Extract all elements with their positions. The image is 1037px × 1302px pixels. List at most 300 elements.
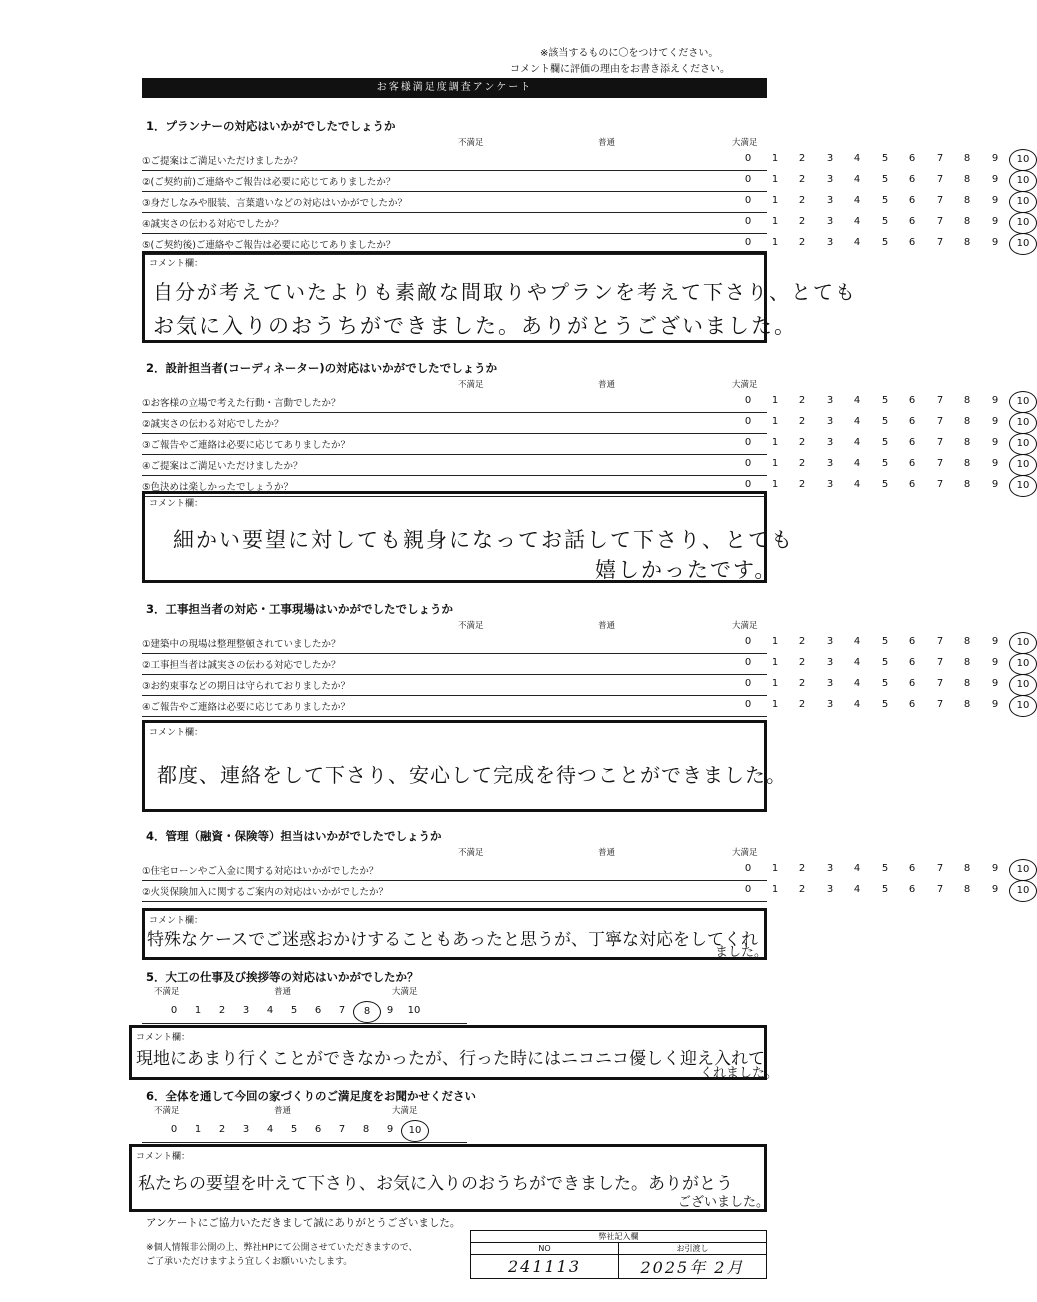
section-6-ratings bbox=[142, 1104, 467, 1143]
score-option[interactable]: 3 bbox=[826, 863, 834, 874]
section-2-title: 2．設計担当者(コーディネーター)の対応はいかがでしたでしょうか bbox=[146, 361, 498, 375]
question-text: ⑤(ご契約後)ご連絡やご報告は必要に応じてありましたか？ bbox=[142, 240, 396, 251]
score-option[interactable]: 1 bbox=[771, 395, 779, 406]
score-option[interactable]: 8 bbox=[963, 237, 971, 248]
score-option[interactable]: 9 bbox=[991, 678, 999, 689]
score-option[interactable]: 8 bbox=[963, 195, 971, 206]
score-option[interactable]: 8 bbox=[963, 416, 971, 427]
selected-score[interactable]: 10 bbox=[1009, 212, 1037, 234]
score-option[interactable]: 2 bbox=[798, 699, 806, 710]
score-option[interactable]: 6 bbox=[908, 657, 916, 668]
score-option[interactable]: 8 bbox=[963, 884, 971, 895]
question-text: ①お客様の立場で考えた行動・言動でしたか？ bbox=[142, 398, 341, 409]
question-text: ①建築中の現場は整理整頓されていましたか？ bbox=[142, 639, 341, 650]
score-option[interactable]: 1 bbox=[771, 437, 779, 448]
score-option[interactable]: 7 bbox=[936, 174, 944, 185]
scale-low-label: 不満足 bbox=[458, 848, 484, 858]
section-3-ratings bbox=[142, 617, 1030, 717]
question-text: ②火災保険加入に関するご案内の対応はいかがでしたか？ bbox=[142, 887, 389, 898]
section-6-comment-line-1: 私たちの要望を叶えて下さり、お気に入りのおうちができました。ありがとう bbox=[138, 1174, 733, 1194]
section-3-comment-line-1: 都度、連絡をして下さり、安心して完成を待つことができました。 bbox=[157, 763, 787, 787]
score-option[interactable]: 8 bbox=[963, 863, 971, 874]
score-option[interactable]: 9 bbox=[386, 1124, 394, 1135]
score-option[interactable]: 0 bbox=[744, 195, 752, 206]
score-option[interactable]: 4 bbox=[266, 1124, 274, 1135]
score-option[interactable]: 9 bbox=[991, 479, 999, 490]
section-4-title: 4．管理（融資・保険等）担当はいかがでしたでしょうか bbox=[146, 829, 442, 843]
comment-label: コメント欄： bbox=[149, 728, 204, 738]
score-option[interactable]: 6 bbox=[908, 437, 916, 448]
score-option[interactable]: 8 bbox=[963, 479, 971, 490]
score-option[interactable]: 2 bbox=[218, 1124, 226, 1135]
score-option[interactable]: 1 bbox=[771, 699, 779, 710]
score-option[interactable]: 6 bbox=[908, 636, 916, 647]
score-option[interactable]: 5 bbox=[881, 678, 889, 689]
score-option[interactable]: 2 bbox=[798, 174, 806, 185]
score-option[interactable]: 2 bbox=[798, 657, 806, 668]
score-option[interactable]: 1 bbox=[194, 1005, 202, 1016]
score-option[interactable]: 2 bbox=[798, 636, 806, 647]
section-5-comment-line-2: くれました。 bbox=[700, 1066, 779, 1081]
score-option[interactable]: 9 bbox=[991, 884, 999, 895]
scale-mid-label: 普通 bbox=[598, 138, 616, 148]
score-option[interactable]: 0 bbox=[744, 237, 752, 248]
section-3-comment-box bbox=[142, 720, 787, 812]
score-option[interactable]: 0 bbox=[744, 884, 752, 895]
score-option[interactable]: 0 bbox=[744, 395, 752, 406]
score-option[interactable]: 0 bbox=[744, 458, 752, 469]
question-row bbox=[142, 392, 1030, 413]
score-option[interactable]: 1 bbox=[194, 1124, 202, 1135]
score-option[interactable]: 4 bbox=[853, 174, 861, 185]
question-row bbox=[142, 696, 1030, 717]
score-option[interactable]: 1 bbox=[771, 458, 779, 469]
score-option[interactable]: 9 bbox=[991, 458, 999, 469]
selected-score[interactable]: 10 bbox=[1009, 170, 1037, 192]
selected-score[interactable]: 10 bbox=[1009, 433, 1037, 455]
score-option[interactable]: 6 bbox=[314, 1124, 322, 1135]
score-option[interactable]: 2 bbox=[798, 678, 806, 689]
scale-mid-label: 普通 bbox=[598, 848, 616, 858]
score-option[interactable]: 6 bbox=[908, 884, 916, 895]
survey-title-bar: お客様満足度調査アンケート bbox=[142, 78, 767, 98]
scale-mid-label: 普通 bbox=[274, 987, 292, 997]
score-option[interactable]: 9 bbox=[991, 153, 999, 164]
score-option[interactable]: 7 bbox=[936, 636, 944, 647]
section-4-comment-line-1: 特殊なケースでご迷惑おかけすることもあったと思うが、丁寧な対応をしてくれ bbox=[147, 930, 758, 950]
selected-score[interactable]: 10 bbox=[1009, 191, 1037, 213]
scale-mid-label: 普通 bbox=[598, 380, 616, 390]
score-option[interactable]: 4 bbox=[853, 479, 861, 490]
score-option[interactable]: 6 bbox=[908, 416, 916, 427]
score-option[interactable]: 3 bbox=[826, 216, 834, 227]
score-option[interactable]: 5 bbox=[290, 1124, 298, 1135]
selected-score[interactable]: 10 bbox=[1009, 233, 1037, 255]
score-option[interactable]: 2 bbox=[798, 395, 806, 406]
section-1-comment-line-1: 自分が考えていたよりも素敵な間取りやプランを考えて下さり、とても bbox=[153, 280, 857, 304]
score-option[interactable]: 7 bbox=[338, 1005, 346, 1016]
score-option[interactable]: 5 bbox=[881, 395, 889, 406]
score-option[interactable]: 5 bbox=[881, 416, 889, 427]
score-option[interactable]: 1 bbox=[771, 174, 779, 185]
comment-label: コメント欄： bbox=[136, 1152, 191, 1162]
scale-header bbox=[142, 134, 767, 150]
score-option[interactable]: 4 bbox=[266, 1005, 274, 1016]
question-row bbox=[142, 455, 1030, 476]
section-1-comment-box bbox=[142, 251, 857, 343]
score-option[interactable]: 2 bbox=[798, 863, 806, 874]
selected-score[interactable]: 10 bbox=[1009, 475, 1037, 497]
question-text: ④ご提案はご満足いただけましたか？ bbox=[142, 461, 303, 472]
question-row bbox=[142, 192, 1030, 213]
score-option[interactable]: 9 bbox=[991, 216, 999, 227]
score-option[interactable]: 4 bbox=[853, 863, 861, 874]
score-option[interactable]: 4 bbox=[853, 153, 861, 164]
score-option[interactable]: 5 bbox=[881, 437, 889, 448]
question-text: ③身だしなみや服装、言葉遣いなどの対応はいかがでしたか？ bbox=[142, 198, 408, 209]
score-option[interactable]: 5 bbox=[881, 174, 889, 185]
record-date-value: 2025年 2月 bbox=[619, 1255, 767, 1279]
score-option[interactable]: 0 bbox=[170, 1124, 178, 1135]
score-option[interactable]: 9 bbox=[991, 237, 999, 248]
score-option[interactable]: 3 bbox=[826, 678, 834, 689]
question-row bbox=[142, 860, 1030, 881]
score-option[interactable]: 8 bbox=[963, 636, 971, 647]
score-option[interactable]: 2 bbox=[798, 458, 806, 469]
score-option[interactable]: 5 bbox=[881, 479, 889, 490]
section-5-comment-box bbox=[129, 1025, 779, 1081]
question-row bbox=[142, 675, 1030, 696]
section-2-comment-line-1: 細かい要望に対しても親身になってお話して下さり、とても bbox=[173, 528, 794, 552]
score-option[interactable]: 7 bbox=[936, 657, 944, 668]
score-option[interactable]: 5 bbox=[881, 636, 889, 647]
scale-header bbox=[142, 1104, 467, 1118]
score-option[interactable]: 9 bbox=[991, 395, 999, 406]
score-option[interactable]: 7 bbox=[936, 699, 944, 710]
score-option[interactable]: 6 bbox=[908, 863, 916, 874]
score-option[interactable]: 6 bbox=[908, 195, 916, 206]
score-option[interactable]: 3 bbox=[826, 237, 834, 248]
score-option[interactable]: 6 bbox=[908, 237, 916, 248]
scale-high-label: 大満足 bbox=[732, 380, 758, 390]
section-4-comment-box bbox=[142, 908, 767, 960]
score-option[interactable]: 0 bbox=[744, 216, 752, 227]
score-option[interactable]: 8 bbox=[963, 657, 971, 668]
score-option[interactable]: 0 bbox=[744, 479, 752, 490]
score-option[interactable]: 0 bbox=[744, 416, 752, 427]
score-option[interactable]: 3 bbox=[826, 657, 834, 668]
score-option[interactable]: 9 bbox=[991, 195, 999, 206]
score-option[interactable]: 9 bbox=[991, 416, 999, 427]
score-option[interactable]: 4 bbox=[853, 458, 861, 469]
section-3-title: 3．工事担当者の対応・工事現場はいかがでしたでしょうか bbox=[146, 602, 453, 616]
score-option[interactable]: 6 bbox=[908, 479, 916, 490]
question-text: ⑤色決めは楽しかったでしょうか？ bbox=[142, 482, 294, 493]
score-option[interactable]: 7 bbox=[338, 1124, 346, 1135]
score-option[interactable]: 8 bbox=[963, 395, 971, 406]
scale-header bbox=[142, 985, 467, 999]
score-option[interactable]: 4 bbox=[853, 657, 861, 668]
selected-score[interactable]: 10 bbox=[1009, 674, 1037, 696]
instruction-note: ※該当するものに〇をつけてください。 bbox=[540, 48, 719, 59]
score-option[interactable]: 9 bbox=[991, 636, 999, 647]
scale-low-label: 不満足 bbox=[154, 1106, 180, 1116]
score-option[interactable]: 1 bbox=[771, 884, 779, 895]
question-text: ②(ご契約前)ご連絡やご報告は必要に応じてありましたか？ bbox=[142, 177, 396, 188]
score-option[interactable]: 5 bbox=[290, 1005, 298, 1016]
score-option[interactable]: 4 bbox=[853, 437, 861, 448]
scale-high-label: 大満足 bbox=[392, 1106, 418, 1116]
score-option[interactable]: 1 bbox=[771, 678, 779, 689]
comment-instruction-note: コメント欄に評価の理由をお書き添えください。 bbox=[510, 64, 730, 75]
score-option[interactable]: 4 bbox=[853, 195, 861, 206]
score-option[interactable]: 2 bbox=[798, 416, 806, 427]
score-option[interactable]: 1 bbox=[771, 416, 779, 427]
section-4-comment-line-2: ました。 bbox=[715, 945, 768, 960]
scale-high-label: 大満足 bbox=[392, 987, 418, 997]
score-option[interactable]: 2 bbox=[798, 479, 806, 490]
score-option[interactable]: 4 bbox=[853, 699, 861, 710]
scale-mid-label: 普通 bbox=[598, 621, 616, 631]
score-option[interactable]: 7 bbox=[936, 237, 944, 248]
selected-score[interactable]: 10 bbox=[1009, 412, 1037, 434]
score-option[interactable]: 5 bbox=[881, 216, 889, 227]
section-1-comment-line-2: お気に入りのおうちができました。ありがとうございました。 bbox=[153, 314, 797, 338]
score-option[interactable]: 1 bbox=[771, 657, 779, 668]
question-row bbox=[142, 881, 1030, 902]
score-option[interactable]: 5 bbox=[881, 237, 889, 248]
score-option[interactable]: 0 bbox=[744, 699, 752, 710]
selected-score[interactable]: 10 bbox=[1009, 859, 1037, 881]
selected-score[interactable]: 8 bbox=[353, 1001, 381, 1023]
record-no-value: 241113 bbox=[471, 1255, 619, 1279]
score-option[interactable]: 8 bbox=[963, 216, 971, 227]
score-option[interactable]: 8 bbox=[963, 678, 971, 689]
score-option[interactable]: 5 bbox=[881, 699, 889, 710]
score-option[interactable]: 4 bbox=[853, 678, 861, 689]
question-row bbox=[142, 213, 1030, 234]
office-record-table bbox=[470, 1230, 767, 1279]
score-option[interactable]: 1 bbox=[771, 636, 779, 647]
score-option[interactable]: 3 bbox=[826, 174, 834, 185]
score-option[interactable]: 4 bbox=[853, 416, 861, 427]
score-option[interactable]: 0 bbox=[744, 657, 752, 668]
comment-label: コメント欄： bbox=[149, 259, 204, 269]
score-option[interactable]: 5 bbox=[881, 458, 889, 469]
score-option[interactable]: 0 bbox=[744, 174, 752, 185]
scale-low-label: 不満足 bbox=[458, 138, 484, 148]
question-row bbox=[142, 633, 1030, 654]
score-option[interactable]: 1 bbox=[771, 479, 779, 490]
record-header: 弊社記入欄 bbox=[471, 1231, 767, 1243]
scale-low-label: 不満足 bbox=[458, 380, 484, 390]
score-option[interactable]: 4 bbox=[853, 395, 861, 406]
selected-score[interactable]: 10 bbox=[1009, 695, 1037, 717]
section-5-ratings bbox=[142, 985, 467, 1024]
score-option[interactable]: 9 bbox=[991, 863, 999, 874]
section-1-ratings bbox=[142, 134, 1030, 255]
privacy-note-1: ※個人情報非公開の上、弊社HPにて公開させていただきますので、 bbox=[146, 1243, 418, 1253]
question-text: ④ご報告やご連絡は必要に応じてありましたか？ bbox=[142, 702, 351, 713]
question-text: ③ご報告やご連絡は必要に応じてありましたか？ bbox=[142, 440, 351, 451]
score-option[interactable]: 0 bbox=[744, 437, 752, 448]
score-option[interactable]: 6 bbox=[908, 458, 916, 469]
scale-high-label: 大満足 bbox=[732, 848, 758, 858]
score-option[interactable]: 6 bbox=[908, 395, 916, 406]
score-option[interactable]: 3 bbox=[826, 153, 834, 164]
score-option[interactable]: 9 bbox=[386, 1005, 394, 1016]
comment-label: コメント欄： bbox=[149, 916, 204, 926]
selected-score[interactable]: 10 bbox=[1009, 391, 1037, 413]
question-row bbox=[142, 171, 1030, 192]
score-option[interactable]: 6 bbox=[314, 1005, 322, 1016]
scale-header bbox=[142, 617, 767, 633]
score-option[interactable]: 8 bbox=[362, 1124, 370, 1135]
score-option[interactable]: 3 bbox=[242, 1124, 250, 1135]
score-option[interactable]: 7 bbox=[936, 153, 944, 164]
record-no-label: NO bbox=[471, 1243, 619, 1255]
score-option[interactable]: 6 bbox=[908, 699, 916, 710]
score-option[interactable]: 3 bbox=[826, 195, 834, 206]
score-option[interactable]: 2 bbox=[798, 437, 806, 448]
question-text: ②工事担当者は誠実さの伝わる対応でしたか？ bbox=[142, 660, 341, 671]
score-option[interactable]: 7 bbox=[936, 437, 944, 448]
score-option[interactable]: 1 bbox=[771, 195, 779, 206]
score-option[interactable]: 3 bbox=[826, 636, 834, 647]
question-row bbox=[142, 150, 1030, 171]
score-option[interactable]: 8 bbox=[963, 174, 971, 185]
score-option[interactable]: 7 bbox=[936, 479, 944, 490]
selected-score[interactable]: 10 bbox=[1009, 632, 1037, 654]
score-option[interactable]: 3 bbox=[826, 437, 834, 448]
section-2-comment-box bbox=[142, 491, 794, 583]
section-1-title: 1．プランナーの対応はいかがでしたでしょうか bbox=[146, 119, 396, 133]
score-option[interactable]: 0 bbox=[170, 1005, 178, 1016]
score-option[interactable]: 7 bbox=[936, 678, 944, 689]
score-option[interactable]: 7 bbox=[936, 458, 944, 469]
score-option[interactable]: 6 bbox=[908, 153, 916, 164]
question-text: ①住宅ローンやご入金に関する対応はいかがでしたか？ bbox=[142, 866, 379, 877]
score-option[interactable]: 7 bbox=[936, 416, 944, 427]
score-option[interactable]: 2 bbox=[798, 153, 806, 164]
score-option[interactable]: 4 bbox=[853, 237, 861, 248]
score-option[interactable]: 5 bbox=[881, 884, 889, 895]
score-option[interactable]: 9 bbox=[991, 437, 999, 448]
score-option[interactable]: 3 bbox=[242, 1005, 250, 1016]
section-6-comment-box bbox=[129, 1144, 770, 1212]
score-row bbox=[142, 999, 467, 1024]
question-text: ①ご提案はご満足いただけましたか？ bbox=[142, 156, 303, 167]
scale-header bbox=[142, 844, 767, 860]
score-option[interactable]: 7 bbox=[936, 884, 944, 895]
question-row bbox=[142, 434, 1030, 455]
score-option[interactable]: 3 bbox=[826, 395, 834, 406]
score-option[interactable]: 9 bbox=[991, 657, 999, 668]
score-option[interactable]: 4 bbox=[853, 636, 861, 647]
question-text: ④誠実さの伝わる対応でしたか？ bbox=[142, 219, 284, 230]
score-option[interactable]: 2 bbox=[798, 216, 806, 227]
scale-high-label: 大満足 bbox=[732, 138, 758, 148]
score-option[interactable]: 4 bbox=[853, 884, 861, 895]
score-option[interactable]: 6 bbox=[908, 174, 916, 185]
score-option[interactable]: 7 bbox=[936, 195, 944, 206]
section-5-comment-line-1: 現地にあまり行くことができなかったが、行った時にはニコニコ優しく迎え入れて bbox=[136, 1049, 765, 1069]
selected-score[interactable]: 10 bbox=[1009, 653, 1037, 675]
scale-low-label: 不満足 bbox=[458, 621, 484, 631]
comment-label: コメント欄： bbox=[136, 1033, 191, 1043]
score-option[interactable]: 2 bbox=[798, 884, 806, 895]
scale-header bbox=[142, 376, 767, 392]
score-option[interactable]: 2 bbox=[798, 237, 806, 248]
section-4-ratings bbox=[142, 844, 1030, 902]
score-option[interactable]: 1 bbox=[771, 216, 779, 227]
question-row bbox=[142, 413, 1030, 434]
score-option[interactable]: 3 bbox=[826, 699, 834, 710]
question-text: ②誠実さの伝わる対応でしたか？ bbox=[142, 419, 284, 430]
score-row bbox=[142, 1118, 467, 1143]
score-option[interactable]: 5 bbox=[881, 153, 889, 164]
scale-low-label: 不満足 bbox=[154, 987, 180, 997]
score-option[interactable]: 1 bbox=[771, 237, 779, 248]
score-option[interactable]: 7 bbox=[936, 863, 944, 874]
score-option[interactable]: 3 bbox=[826, 479, 834, 490]
scale-mid-label: 普通 bbox=[274, 1106, 292, 1116]
score-option[interactable]: 5 bbox=[881, 863, 889, 874]
score-option[interactable]: 4 bbox=[853, 216, 861, 227]
score-option[interactable]: 6 bbox=[908, 678, 916, 689]
section-5-title: 5．大工の仕事及び挨拶等の対応はいかがでしたか？ bbox=[146, 970, 419, 984]
score-option[interactable]: 0 bbox=[744, 153, 752, 164]
score-option[interactable]: 8 bbox=[963, 458, 971, 469]
score-option[interactable]: 5 bbox=[881, 657, 889, 668]
score-option[interactable]: 2 bbox=[798, 195, 806, 206]
selected-score[interactable]: 10 bbox=[1009, 880, 1037, 902]
score-option[interactable]: 10 bbox=[407, 1005, 421, 1016]
selected-score[interactable]: 10 bbox=[1009, 454, 1037, 476]
score-option[interactable]: 0 bbox=[744, 863, 752, 874]
score-option[interactable]: 3 bbox=[826, 884, 834, 895]
score-option[interactable]: 8 bbox=[963, 153, 971, 164]
score-option[interactable]: 1 bbox=[771, 863, 779, 874]
section-6-comment-line-2: ございました。 bbox=[678, 1195, 770, 1210]
score-option[interactable]: 8 bbox=[963, 699, 971, 710]
score-option[interactable]: 9 bbox=[991, 174, 999, 185]
thanks-message: アンケートにご協力いただきまして誠にありがとうございました。 bbox=[146, 1217, 461, 1229]
selected-score[interactable]: 10 bbox=[1009, 149, 1037, 171]
score-option[interactable]: 5 bbox=[881, 195, 889, 206]
question-text: ③お約束事などの期日は守られておりましたか？ bbox=[142, 681, 351, 692]
question-row bbox=[142, 654, 1030, 675]
score-option[interactable]: 8 bbox=[963, 437, 971, 448]
comment-label: コメント欄： bbox=[149, 499, 204, 509]
score-option[interactable]: 7 bbox=[936, 395, 944, 406]
scale-high-label: 大満足 bbox=[732, 621, 758, 631]
record-date-label: お引渡し bbox=[619, 1243, 767, 1255]
score-option[interactable]: 6 bbox=[908, 216, 916, 227]
score-option[interactable]: 3 bbox=[826, 458, 834, 469]
score-option[interactable]: 0 bbox=[744, 636, 752, 647]
score-option[interactable]: 7 bbox=[936, 216, 944, 227]
selected-score[interactable]: 10 bbox=[401, 1120, 429, 1142]
score-option[interactable]: 9 bbox=[991, 699, 999, 710]
score-option[interactable]: 3 bbox=[826, 416, 834, 427]
section-6-title: 6．全体を通して今回の家づくりのご満足度をお聞かせください bbox=[146, 1089, 476, 1103]
score-option[interactable]: 0 bbox=[744, 678, 752, 689]
privacy-note-2: ご了承いただけますよう宜しくお願いいたします。 bbox=[146, 1257, 353, 1267]
score-option[interactable]: 2 bbox=[218, 1005, 226, 1016]
score-option[interactable]: 1 bbox=[771, 153, 779, 164]
section-2-comment-line-2: 嬉しかったです。 bbox=[595, 558, 778, 582]
